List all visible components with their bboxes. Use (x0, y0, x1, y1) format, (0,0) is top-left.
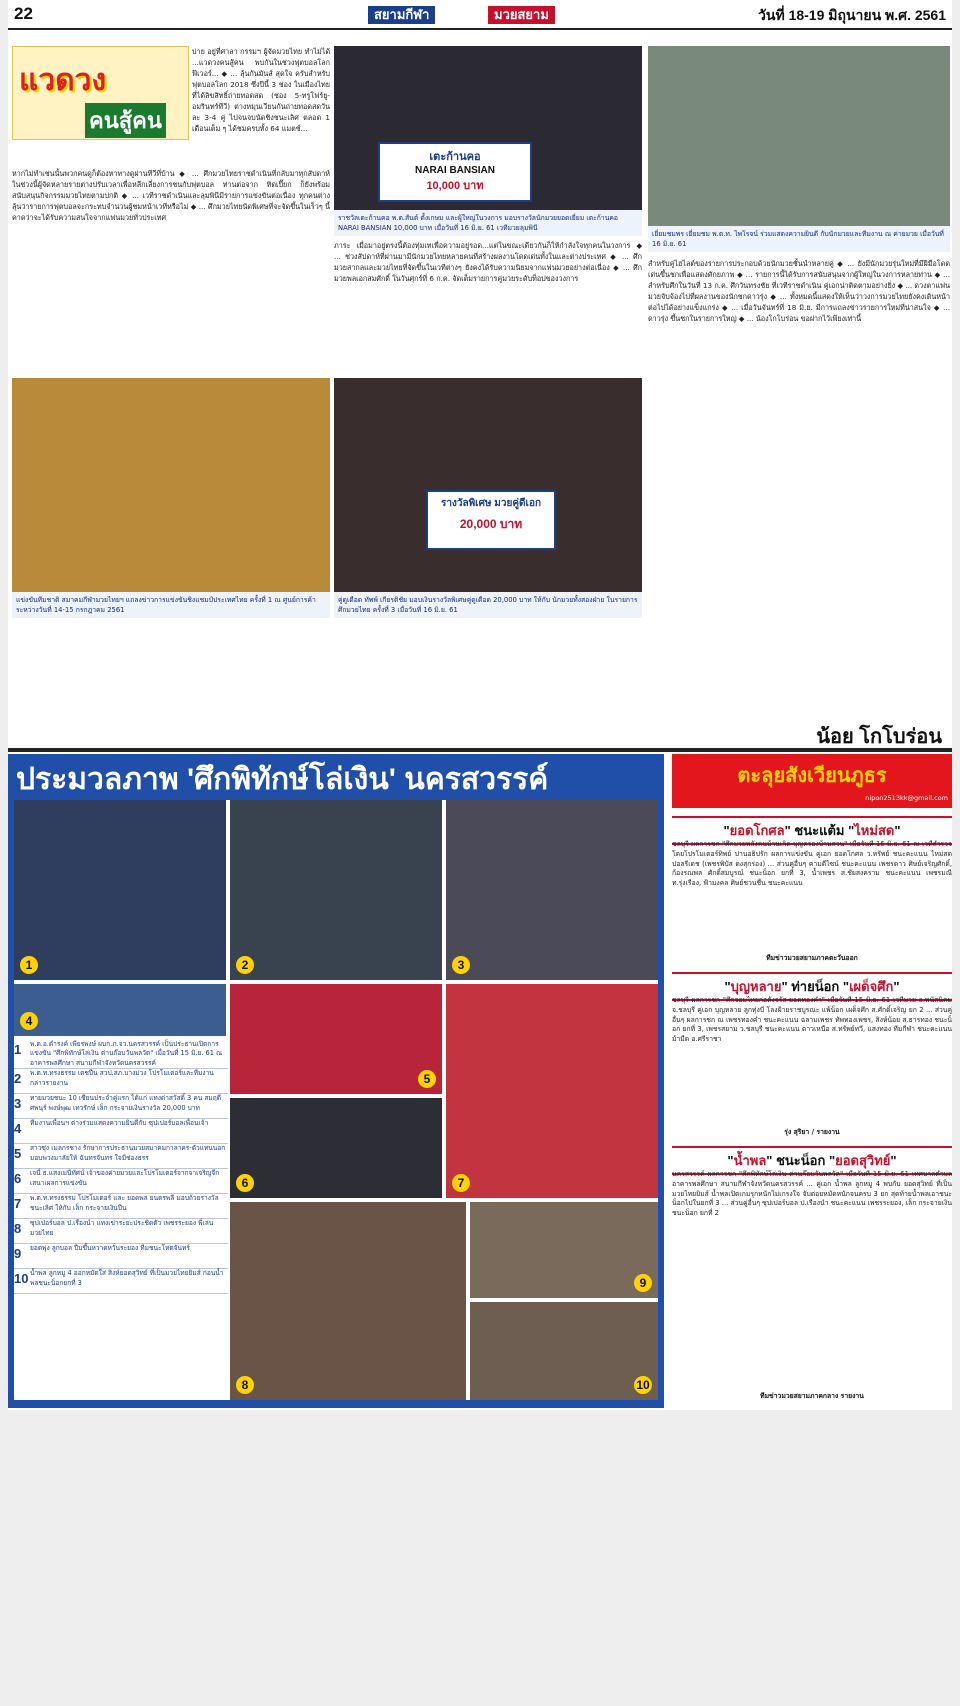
feature-caption-list (14, 1040, 228, 1400)
photo-fight-of-night (334, 378, 642, 618)
feature-photo-8 (230, 1202, 466, 1400)
photo-press-conference (12, 378, 330, 618)
section-divider (8, 748, 952, 752)
photo-group-visit (648, 46, 950, 252)
cheque-board (378, 142, 532, 202)
list-item: 4 ทีมงานเพื่อนฯ ต่างร่วมแสดงความยินดีกับ ซุปเปอร์บอลเพื่อนเจ้า (14, 1119, 228, 1144)
photo-caption: คู่ดูเดือด ทัพพ์ เกียรติชัย มอบเงินรางวัลพิเศษคู่ดูเดือด 20,000 บาท ให้กับ นักมวยทั้งสองฝ่าย ในรายการศึกมวยไทย ครั้งที่ 3 เมื่อวันที่ 16 มิ.ย. 61 (334, 592, 642, 618)
list-item: 3 ทายมวยชนะ 10 เซียนประจำคู่แรก ได้แก่ แทงด่าสวัสดิ์ 3 คน สมฤดี ศพนุร์ พงษ์พุฒ เทวรักษ์ เล็ก กระจายเงินรางวัล 20,000 บาท (14, 1094, 228, 1119)
photo-caption: แข่งขันทีมชาติ สมาคมกีฬามวยไทยฯ แถลงข่าวการแข่งขันชิงแชมป์ประเทศไทย ครั้งที่ 1 ณ ศูนย์การค้า ระหว่างวันที่ 14-15 กรกฎาคม 2561 (12, 592, 330, 618)
feature-photo-2 (230, 800, 442, 980)
photo-number: 8 (236, 1376, 254, 1394)
feature-photo-10 (470, 1302, 658, 1400)
filler-space (12, 622, 642, 718)
list-item: 5 สาวซุ่ง เมลกรชาง รักษาการประธานมวยสมาคมกาลาคร-ตัวแทนนอก มอบพวงมาลัยให้ ฉันทรจันทร ใจมีช่องธรร (14, 1144, 228, 1169)
photo-number: 2 (236, 956, 254, 974)
story-1-credit: ทีมข่าวมวยสยามภาคตะวันออก (766, 954, 858, 962)
column-text-d: สำหรับคู่ไฮไลต์ของรายการประกอบด้วยนักมวยชั้นนำหลายคู่ ◆ ... ยังมีนักมวยรุ่นใหม่ที่มีฝีมือโดดเด่นขึ้นชกเพื่อแสดงศักยภาพ ◆ ... รายการนี้ได้รับการสนับสนุนจากผู้ใหญ่ในวงการหลายท่าน ◆ ... สำหรับศึกในวันที่ 13 ก.ค. ศึกวันทรงชัย ที่เวทีราชดำเนิน คู่เอกน่าติดตามอย่างยิ่ง ◆ ... ดวงตาแฟนมวยจับจ้องไปที่ผลงานของนักชกดาวรุ่ง ◆ ... ทั้งหมดนี้แสดงให้เห็นว่าวงการมวยไทยยังคงเดินหน้าต่อไปได้อย่างแข็งแกร่ง ◆ ... เมื่อวันจันทร์ที่ 18 มิ.ย. มีการแถลงข่าวรายการใหม่ที่น่าสนใจ ◆ ... ดาวรุ่ง ขึ้นชกในรายการใหญ่ ◆ ... น้องโกโบร่อน ขอฝากไว้เพียงเท่านี้ (648, 259, 950, 323)
page-header (8, 0, 952, 30)
cheque-board-2 (426, 490, 556, 550)
feature-photo-9 (470, 1202, 658, 1298)
story-3-credit: ทีมข่าวมวยสยามภาคกลาง รายงาน (760, 1392, 864, 1400)
list-item: 10 น้ำพล ลูกหมู 4 ออกหมัดใส่ สิงห์ยอดสุวิทย์ ที่เป็นมวยไทยยิมส์ ก่อนน้ำพลชนะน็อกยกที่ 3 (14, 1269, 228, 1294)
cheque-name: NARAI BANSIAN (415, 165, 495, 176)
list-item: 8 ซุปเปอร์บอล ป.เรืองนำ แทงเข่าระยะประชิดตัว เพชรระยอง พี่เล่นมวยไทย (14, 1219, 228, 1244)
photo-caption: เยี่ยมชมพร เยี่ยมชม พ.ต.ท. ไพโรจน์ ร่วมแสดงความยินดี กับนักมวยและทีมงาน ณ ค่ายมวย เมื่อวันที่ 16 มิ.ย. 61 (648, 226, 950, 252)
column-text-b: หากไม่ทำเช่นนั้นพวกคนดูก็ต้องหาทางดูผ่านทีวีที่บ้าน ◆ ... ศึกมวยไทยราชดำเนินที่กลับมาทุกสัปดาห์ ในช่วงนี้ผู้จัดหลายรายต่างปรับเวลาเพื่อหลีกเลี่ยงการชนกับฟุตบอล ท่านต่อจาก ทิดเปี๊ยก ก็ยังพร้อมสนับสนุนกิจกรรมมวยไทยตามปกติ ◆ ... เวทีราชดำเนินและลุมพินีมีรายการแข่งขันต่อเนื่อง ทุกคนต่างลุ้นว่ารายการฟุตบอลจะกระทบจำนวนผู้ชมหน้าเวทีหรือไม่ ◆ ... ศึกมวยไทยนัดพิเศษที่จะจัดขึ้นในเร็วๆ นี้ คาดว่าจะได้รับความสนใจจากแฟนมวยทั่วประเทศ (12, 169, 330, 222)
column-title-sub: คนสู้คน (85, 103, 166, 138)
feature-photo-5 (230, 984, 442, 1094)
story-1-text: ชลบุรี ผลการชก "ศึกมวยพลังคนบ้านเกิด-บุญครองบ้านสวน" เมื่อวันที่ 16 มิ.ย. 61 ณ เวทีสำรวจ โดยโปรโมเตอร์ทิพย์ ปานอธิปรัก ผลการแข่งขัน คู่เอก ยอดโกศล ว.ทรัพย์ ชนะคะแนน ไหม่สด ปอลรีเดช (เพชรพิบัส ดงสุกร่อง) ... ส่วนคู่อื่นๆ คามดีไซน์ ชนะคะแนน เพชรดาว ศิษย์เจริญศักดิ์, ก้องรณพล ศักดิ์สมบูรณ์ ชนะน็อก ยกที่ 3, น้ำเพชร ส.ชัยสงคราม ชนะคะแนน เพชรมณี ท.รุ่งเรือง, ฟ้ามงคล ศิษย์ชวนชื่น ชนะคะแนน (672, 840, 952, 888)
feature-photo-6 (230, 1098, 442, 1198)
list-item: 2 พ.ต.ท.ทรงธรรม เตชปืน สวป.สภ.บางม่วง โปรโมเตอร์และทีมงานกล่าวรายงาน (14, 1069, 228, 1094)
newspaper-page (8, 0, 952, 1410)
story-1-headline: "ยอดโกศล" ชนะแต้ม "ไหม่สด" (672, 816, 952, 845)
feature-title: ประมวลภาพ 'ศึกพิทักษ์โล่เงิน' นครสวรรค์ (16, 763, 549, 796)
author-byline: น้อย โกโบร่อน (816, 726, 942, 748)
story-2-headline: "บุญหลาย" ท่ายน็อก "เผด็จศึก" (672, 972, 952, 1001)
column-title-block (12, 46, 189, 140)
muay-siam-logo: มวยสยาม (488, 6, 555, 24)
feature-photo-3 (446, 800, 658, 980)
sidebar-title: ตะลุยสังเวียนภูธร (672, 754, 952, 808)
story-2-text: ชลบุรี ผลการชก "ศึกจอมไทยก่อตั้งจรัส-ยอดทองคำ" เมื่อวันที่ 15 มิ.ย. 61 เวทีมวย อ.พนัสนิคม จ.ชลบุรี คู่เอก บุญหลาย ลูกทุ่งบี โลงฝ้ายราชบูรณะ แพ้น็อก เผด็จศึก ส.ศักดิ์เจริญ ยก 2 ... ส่วนคู่อื่นๆ ผลการชก ณ เพชรทองคำ ชนะคะแนน ฉลามเพชร ทัพทองเพชร, สิงห์น้อย ส.ธารทอง ชนะน็อก ยกที่ 3, เพชรสยาม ว.ชลบุรี ชนะคะแนน ดาวเหนือ ส.ทรัพย์ทวี, แสงทอง ทีมกีฬา ชนะคะแนน ม้ามืด อ.ศรีราชา (672, 996, 952, 1044)
photo-number: 1 (20, 956, 38, 974)
list-item: 6 เจนี่ ธ.แสงเมนีทัศน์ เจ้าของค่ายมวยและโปรโมเตอร์จากจาเจริญจีก เสนาเผลการแข่งขัน (14, 1169, 228, 1194)
column-text-c: ภาระ เมื่อมาอยู่ตรงนี้ต้องทุ่มเทเพื่อความอยู่รอด...แต่ในขณะเดียวกันก็ให้กำลังใจทุกคนในวงการ ◆ ... ช่วงสัปดาห์ที่ผ่านมามีนักมวยไทยหลายคนที่สร้างผลงานโดดเด่นทั้งในและต่างประเทศ ◆ ... ศึกมวยสากลและมวยไทยที่จัดขึ้นในเวทีต่างๆ ยังคงได้รับความนิยมจากแฟนมวยอย่างต่อเนื่อง ◆ ... ศึกมวยพลเอกสมศักดิ์ ในวันศุกร์ที่ 6 ก.ค. จัดเต็มรายการคู่มวยระดับท็อปของวงการ (334, 241, 642, 283)
photo-number: 4 (20, 1012, 38, 1030)
list-item: 1 พ.ต.อ.ดำรงค์ เพียรพงษ์ ผบก.ภ.จว.นครสวรรค์ เป็นประธานเปิดการแข่งขัน "ศึกพิทักษ์โล่เงิน ด่านก๊อบวันพลวัต" เมื่อวันที่ 15 มิ.ย. 61 ณ อาคารพลศึกษา สนามกีฬาจังหวัดนครสวรรค์ (14, 1040, 228, 1069)
regional-boxing-sidebar (672, 754, 952, 1408)
photo-number: 3 (452, 956, 470, 974)
photo-number: 6 (236, 1174, 254, 1192)
sidebar-email: nipon2513kk@gmail.com (865, 794, 948, 802)
photo-number: 9 (634, 1274, 652, 1292)
photo-number: 5 (418, 1070, 436, 1088)
cheque-label: เตะก้านคอ (429, 151, 481, 163)
cheque-amount: 20,000 บาท (459, 517, 523, 531)
column-title-main: แวดวง (19, 64, 107, 97)
feature-photo-4 (14, 984, 226, 1036)
list-item: 7 พ.ต.ท.ทรงธรรม โปรโมเตอร์ และ ยอดพล ยนตรพลี มอบถ้วยรางวัลชนะเลิศ ให้กับ เล็ก กระจายเงินปืน (14, 1194, 228, 1219)
page-number: 22 (14, 4, 33, 23)
photo-number: 10 (634, 1376, 652, 1394)
photo-award-narai (334, 46, 642, 236)
cheque-amount: 10,000 บาท (426, 180, 484, 192)
feature-photo-7 (446, 984, 658, 1198)
photo-caption: ราชวัลเตะก้านคอ พ.ต.สันต์ ตั้งเกษม และผู้ใหญ่ในวงการ มอบรางวัลนักมวยยอดเยี่ยม เตะก้านคอ NARAI BANSIAN 10,000 บาท เมื่อวันที่ 16 มิ.ย. 61 เวทีมวยลุมพินี (334, 210, 642, 236)
story-3-headline: "น้ำพล" ชนะน็อก "ยอดสุวิทย์" (672, 1146, 952, 1175)
photo-number: 7 (452, 1174, 470, 1192)
list-item: 9 ยอดพุ่ง ลูกบอล ปีบขึ้นหวาดหวั่นระยอง ทีมชนะโหตจันทร์ (14, 1244, 228, 1269)
story-2-credit: รุ่ง สุริยา / รายงาน (784, 1128, 840, 1136)
story-3-text: นครสวรรค์ ผลการชก "ศึกพิทักษ์โล่เงิน ด่านก๊อบวันพลวัต" เมื่อวันที่ 15 มิ.ย. 61 เทศบาลตำบล อาคารพลศึกษา สนามกีฬาจังหวัดนครสวรรค์ ... คู่เอก น้ำพล ลูกหมู 4 พบกับ ยอดสุวิทย์ ที่เป็นมวยไทยยิมส์ น้ำพลเปิดเกมรุกหนักไม่เกรงใจ จับต่อยหมัดหนักจนครบ 3 ยก สุดท้ายน้ำพลเอาชนะน็อกไปในยกที่ 3 ... ส่วนคู่อื่นๆ ซุปเปอร์บอล ป.เรืองนำ ชนะคะแนน เพชรระยอง, เล็ก กระจายเงิน ชนะน็อก ยกที่ 2 (672, 1170, 952, 1218)
siam-sport-logo: สยามกีฬา (368, 6, 435, 24)
column-text-a: บ่าย อยู่ที่ศาลา กรรมฯ ผู้จัดมวยไทย ทำไม่ได้ ...แวดวงคนสู้คน พบกันในช่วงฟุตบอลโลก ฟีเวอร์... ◆ ... ลุ้นกันมันส์ สุดใจ ครับสำหรับฟุตบอลโลก 2018 ซึ่งปีนี้ 3 ช่อง ในเมืองไทยที่ได้ลิขสิทธิ์ถ่ายทอดสด (ช่อง 5-ทรูโฟร์ยู-อมรินทร์ทีวี) ต่างหมุนเวียนกันถ่ายทอดสดวันละ 3-4 คู่ ไปจนจบนัดชิงชนะเลิศ ตลอด 1 เดือนเต็ม ๆ ได้ชมครบทั้ง 64 แมตช์... (192, 47, 330, 133)
cheque-label: รางวัลพิเศษ มวยคู่ดีเอก (440, 498, 542, 509)
issue-date: วันที่ 18-19 มิถุนายน พ.ศ. 2561 (758, 7, 946, 23)
feature-photo-1 (14, 800, 226, 980)
